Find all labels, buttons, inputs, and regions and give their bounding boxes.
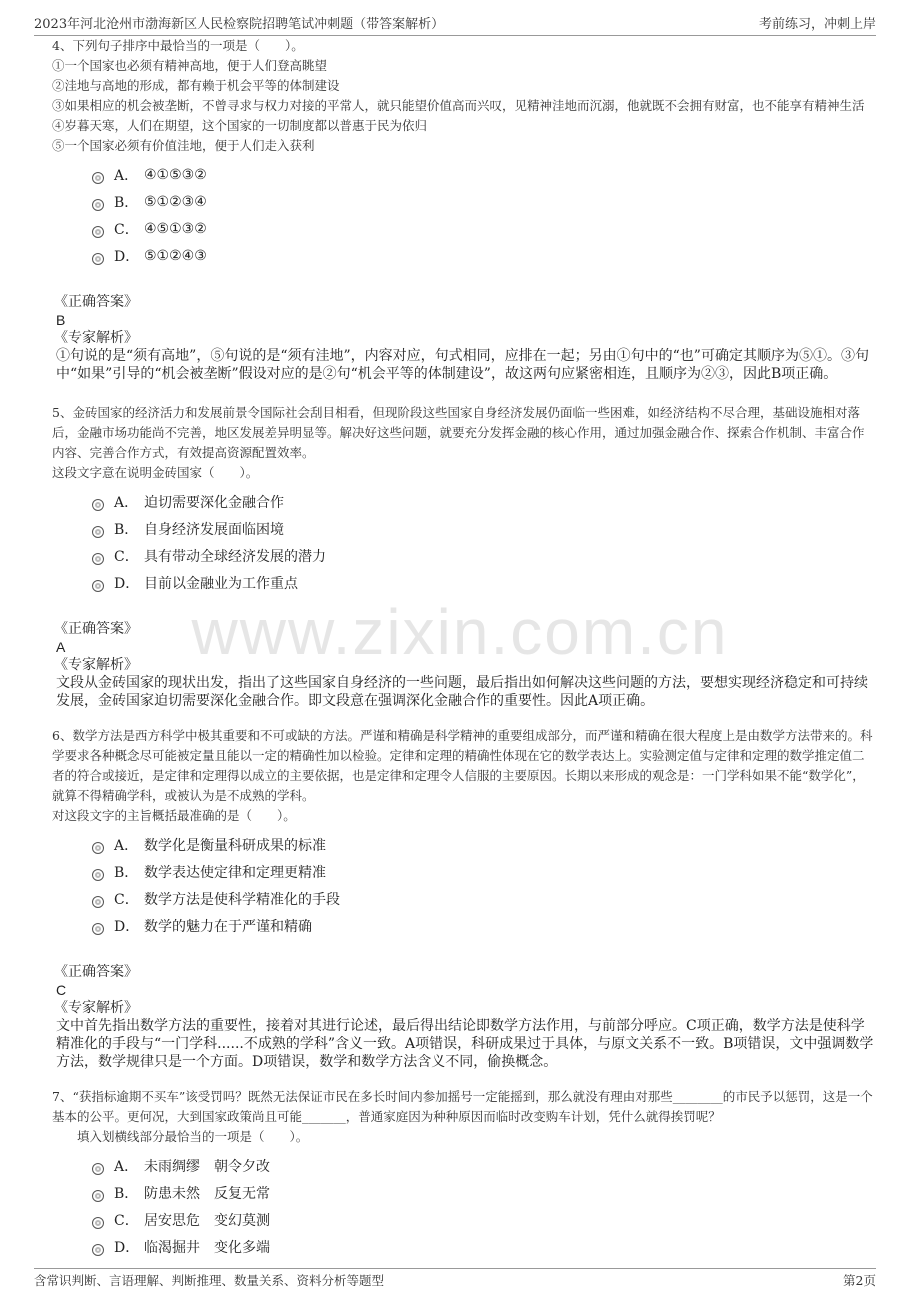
- option-letter: D．: [114, 918, 140, 935]
- answer-block-q6: [52, 963, 874, 1071]
- option-letter: C．: [114, 1212, 139, 1229]
- radio-icon[interactable]: [92, 226, 104, 238]
- radio-icon[interactable]: [92, 1163, 104, 1175]
- option-a[interactable]: [92, 831, 874, 858]
- question-stem: ⑤一个国家必须有价值洼地，便于人们走入获利: [52, 138, 315, 153]
- option-text: 数学的魅力在于严谨和精确: [144, 918, 312, 935]
- analysis-label: 《专家解析》: [54, 1000, 138, 1016]
- option-a[interactable]: [92, 1152, 874, 1179]
- option-b[interactable]: [92, 1179, 874, 1206]
- question-7: [52, 1087, 874, 1147]
- footer-note: 含常识判断、言语理解、判断推理、数量关系、资料分析等题型: [34, 1273, 385, 1288]
- option-text: ⑤①②③④: [144, 193, 207, 210]
- option-c[interactable]: [92, 1206, 874, 1233]
- answer-label: 《正确答案》: [54, 621, 138, 637]
- question-stem: ②洼地与高地的形成，都有赖于机会平等的体制建设: [52, 78, 340, 93]
- option-letter: D．: [114, 575, 140, 592]
- analysis-text: 文中首先指出数学方法的重要性，接着对其进行论述，最后得出结论即数学方法作用，与前部分呼应。C项正确，数学方法是使科学精准化的手段与“一门学科......不成熟的学科”含义一致。A项错误，科研成果过于具体，与原文关系不一致。B项错误，文中强调数学方法，数学规律只是一个方面。D项错误，数学和数学方法含义不同，偷换概念。: [56, 1018, 874, 1070]
- option-text: 数学表达使定律和定理更精准: [144, 864, 326, 881]
- question-stem: ④岁暮天寒，人们在期望，这个国家的一切制度都以普惠于民为依归: [52, 118, 428, 133]
- radio-icon[interactable]: [92, 172, 104, 184]
- option-letter: D．: [114, 248, 140, 265]
- question-stem: 这段文字意在说明金砖国家（ ）。: [52, 465, 259, 480]
- correct-answer: A: [56, 639, 66, 655]
- document-title: 2023年河北沧州市渤海新区人民检察院招聘笔试冲刺题（带答案解析）: [34, 17, 445, 32]
- option-letter: A．: [114, 494, 139, 511]
- option-letter: A．: [114, 167, 139, 184]
- option-letter: B．: [114, 864, 139, 881]
- radio-icon[interactable]: [92, 526, 104, 538]
- option-text: ⑤①②④③: [144, 247, 207, 264]
- option-text: ④①⑤③②: [144, 166, 207, 183]
- options-q6: [92, 831, 874, 939]
- page-header: [34, 10, 876, 36]
- option-letter: A．: [114, 837, 139, 854]
- options-q5: [92, 488, 874, 596]
- answer-label: 《正确答案》: [54, 964, 138, 980]
- options-q7: [92, 1152, 874, 1260]
- option-c[interactable]: [92, 885, 874, 912]
- option-letter: A．: [114, 1158, 139, 1175]
- option-a[interactable]: [92, 161, 874, 188]
- question-stem: 7、“获指标逾期不买车”该受罚吗？既然无法保证市民在多长时间内参加摇号一定能摇到，那么就没有理由对那些________的市民予以惩罚，这是一个基本的公平。更何况，大到国家政策尚且可能_______，普通家庭因为种种原因而临时改变购车计划，凭什么就得挨罚呢？: [52, 1089, 873, 1124]
- question-stem: 6、数学方法是西方科学中极其重要和不可或缺的方法。严谨和精确是科学精神的重要组成部分，而严谨和精确在很大程度上是由数学方法带来的。科学要求各种概念尽可能被定量且能以一定的精确性加以检验。定律和定理的精确性体现在它的数学表达上。实验测定值与定律和定理的数学推定值二者的符合或接近，是定律和定理得以成立的主要依据，也是定律和定理令人信服的主要原因。长期以来形成的观念是：一门学科如果不能“数学化”，就算不得精确学科，或被认为是不成熟的学科。: [52, 728, 873, 803]
- question-stem: 填入划横线部分最恰当的一项是（ ）。: [52, 1129, 309, 1144]
- question-list: [52, 36, 874, 1260]
- option-b[interactable]: [92, 188, 874, 215]
- question-stem: ①一个国家也必须有精神高地，便于人们登高眺望: [52, 58, 328, 73]
- answer-block-q5: [52, 620, 874, 710]
- analysis-label: 《专家解析》: [54, 657, 138, 673]
- option-text: 具有带动全球经济发展的潜力: [144, 548, 326, 565]
- question-stem: 对这段文字的主旨概括最准确的是（ ）。: [52, 808, 296, 823]
- radio-icon[interactable]: [92, 896, 104, 908]
- analysis-label: 《专家解析》: [54, 330, 138, 346]
- radio-icon[interactable]: [92, 1217, 104, 1229]
- option-text: 防患未然 反复无常: [144, 1185, 270, 1202]
- option-c[interactable]: [92, 215, 874, 242]
- analysis-text: 文段从金砖国家的现状出发，指出了这些国家自身经济的一些问题，最后指出如何解决这些问题的方法，要想实现经济稳定和可持续发展，金砖国家迫切需要深化金融合作。即文段意在强调深化金融合作的重要性。因此A项正确。: [56, 675, 868, 709]
- question-stem: 4、下列句子排序中最恰当的一项是（ ）。: [52, 38, 304, 53]
- header-slogan: 考前练习，冲刺上岸: [758, 17, 876, 32]
- option-text: 未雨绸缪 朝令夕改: [144, 1158, 270, 1175]
- option-letter: C．: [114, 548, 139, 565]
- correct-answer: B: [56, 312, 66, 328]
- option-letter: C．: [114, 221, 139, 238]
- option-letter: D．: [114, 1239, 140, 1256]
- radio-icon[interactable]: [92, 580, 104, 592]
- radio-icon[interactable]: [92, 1190, 104, 1202]
- question-5: [52, 403, 874, 483]
- option-letter: B．: [114, 194, 139, 211]
- option-d[interactable]: [92, 569, 874, 596]
- radio-icon[interactable]: [92, 199, 104, 211]
- question-6: [52, 726, 874, 826]
- watermark: www.zixin.com.cn: [191, 596, 729, 668]
- option-text: 目前以金融业为工作重点: [144, 575, 298, 592]
- radio-icon[interactable]: [92, 842, 104, 854]
- radio-icon[interactable]: [92, 253, 104, 265]
- page-footer: [34, 1268, 876, 1293]
- radio-icon[interactable]: [92, 923, 104, 935]
- option-d[interactable]: [92, 242, 874, 269]
- radio-icon[interactable]: [92, 499, 104, 511]
- option-letter: B．: [114, 1185, 139, 1202]
- option-text: ④⑤①③②: [144, 220, 207, 237]
- option-letter: C．: [114, 891, 139, 908]
- option-text: 迫切需要深化金融合作: [144, 494, 284, 511]
- answer-label: 《正确答案》: [54, 294, 138, 310]
- option-b[interactable]: [92, 858, 874, 885]
- option-letter: B．: [114, 521, 139, 538]
- option-text: 自身经济发展面临困境: [144, 521, 284, 538]
- options-q4: [92, 161, 874, 269]
- radio-icon[interactable]: [92, 869, 104, 881]
- question-4: [52, 36, 874, 156]
- analysis-text: ①句说的是“须有高地”，⑤句说的是“须有洼地”，内容对应，句式相同，应排在一起；另由①句中的“也”可确定其顺序为⑤①。③句中“如果”引导的“机会被垄断”假设对应的是②句“机会平等的体制建设”，故这两句应紧密相连，且顺序为②③，因此B项正确。: [56, 348, 869, 382]
- question-stem: 5、金砖国家的经济活力和发展前景令国际社会刮目相看，但现阶段这些国家自身经济发展仍面临一些困难，如经济结构不尽合理，基础设施相对落后，金融市场功能尚不完善，地区发展差异明显等。解决好这些问题，就要充分发挥金融的核心作用，通过加强金融合作、探索合作机制、丰富合作内容、完善合作方式，有效提高资源配置效率。: [52, 405, 865, 460]
- page-number: 第2页: [843, 1273, 876, 1288]
- question-stem: ③如果相应的机会被垄断，不曾寻求与权力对接的平常人，就只能望价值高而兴叹，见精神洼地而沉溺，他就既不会拥有财富，也不能享有精神生活: [52, 98, 865, 113]
- option-d[interactable]: [92, 912, 874, 939]
- option-b[interactable]: [92, 515, 874, 542]
- option-a[interactable]: [92, 488, 874, 515]
- option-text: 居安思危 变幻莫测: [144, 1212, 270, 1229]
- option-text: 数学化是衡量科研成果的标准: [144, 837, 326, 854]
- option-text: 临渴掘井 变化多端: [144, 1239, 270, 1256]
- option-d[interactable]: [92, 1233, 874, 1260]
- answer-block-q4: [52, 293, 874, 383]
- radio-icon[interactable]: [92, 1244, 104, 1256]
- radio-icon[interactable]: [92, 553, 104, 565]
- option-text: 数学方法是使科学精准化的手段: [144, 891, 340, 908]
- option-c[interactable]: [92, 542, 874, 569]
- correct-answer: C: [56, 982, 67, 998]
